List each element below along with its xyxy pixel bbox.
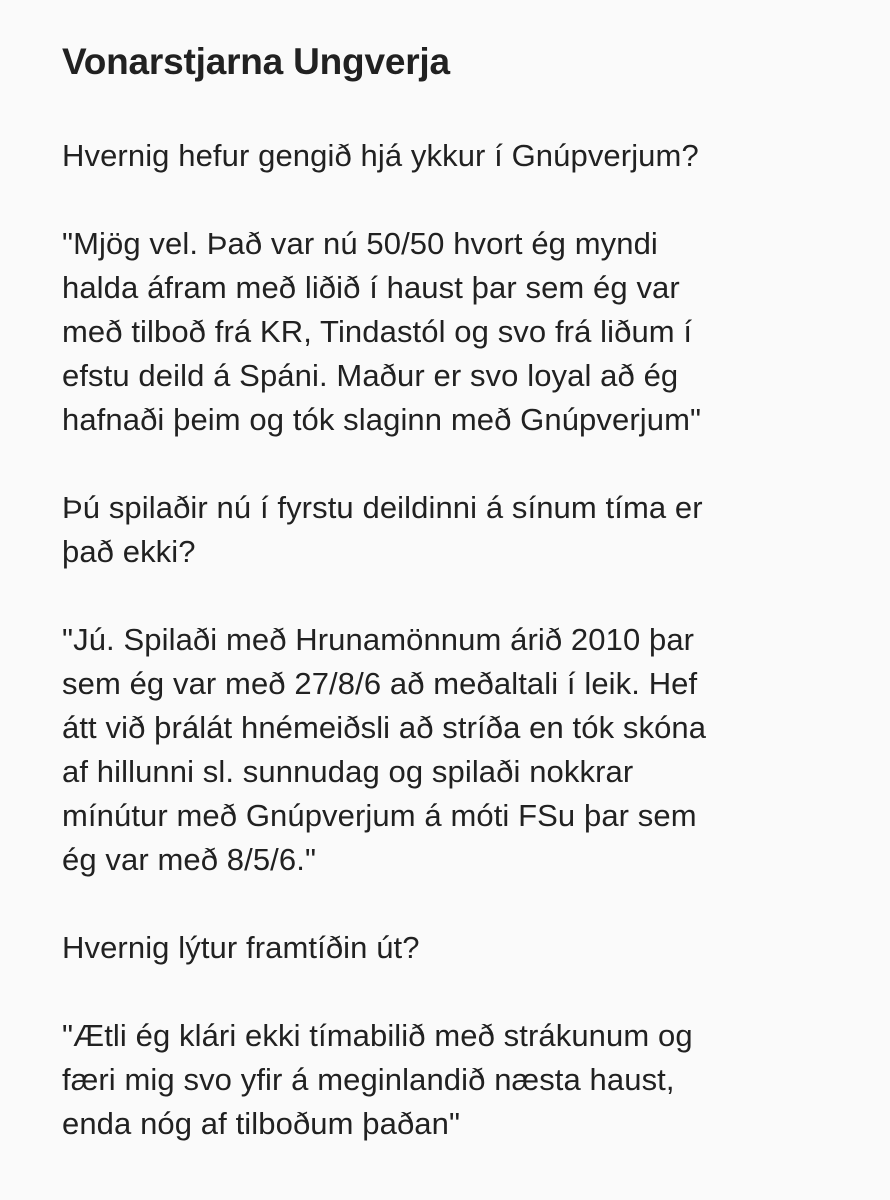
interview-question-2: Þú spilaðir nú í fyrstu deildinni á sínum tíma er það ekki? — [62, 490, 703, 569]
interview-question-1: Hvernig hefur gengið hjá ykkur í Gnúpverjum? — [62, 138, 699, 173]
interview-question-3: Hvernig lýtur framtíðin út? — [62, 930, 420, 965]
interview-answer-1: "Mjög vel. Það var nú 50/50 hvort ég myndi halda áfram með liðið í haust þar sem ég var með tilboð frá KR, Tindastól og svo frá liðum í efstu deild á Spáni. Maður er svo loyal að ég hafnaði þeim og tók slaginn með Gnúpverjum" — [62, 226, 702, 437]
interview-answer-3: "Ætli ég klári ekki tímabilið með strákunum og færi mig svo yfir á meginlandið næsta haust, enda nóg af tilboðum þaðan" — [62, 1018, 693, 1141]
article-title: Vonarstjarna Ungverja — [62, 41, 450, 82]
interview-answer-2: "Jú. Spilaði með Hrunamönnum árið 2010 þar sem ég var með 27/8/6 að meðaltali í leik. Hef átt við þrálát hnémeiðsli að stríða en tók skóna af hillunni sl. sunnudag og spilaði nokkrar mínútur með Gnúpverjum á móti FSu þar sem ég var með 8/5/6." — [62, 622, 707, 877]
